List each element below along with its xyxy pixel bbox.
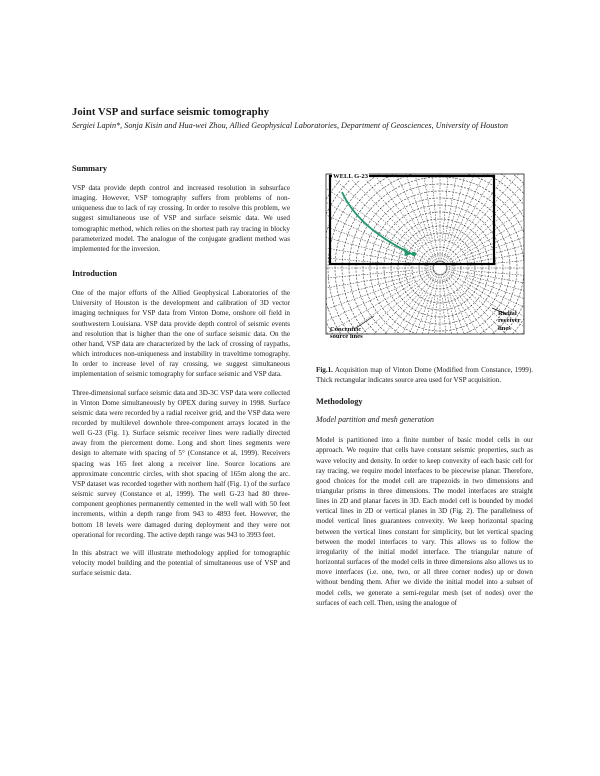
- introduction-paragraph-3: In this abstract we will illustrate methodology applied for tomographic velocity model building and the potential of simultaneous use of VSP and surface seismic data.: [72, 548, 290, 578]
- left-column: [72, 164, 290, 578]
- radial-label-line-1: Radial: [498, 310, 517, 317]
- radial-receiver-line: [445, 193, 534, 265]
- radial-receiver-line: [446, 270, 534, 319]
- summary-paragraph: VSP data provide depth control and increased resolution in subsurface imaging. However, VSP tomography suffers from problems of non-uniqueness due to lack of ray crossing. In order to resolve this problem, we suggest simultaneous use of VSP and surface seismic data. We used tomographic method, which relies on the shortest path ray tracing in blocky parameterized model. The analogue of the conjugate gradient method was implemented for the inversion.: [72, 184, 290, 253]
- figure-1-acquisition-map: [316, 168, 534, 350]
- concentric-source-lines-label: [330, 326, 363, 341]
- figure-1-caption-text: Acquisition map of Vinton Dome (Modified from Constance, 1999). Thick rectangular indicates source area used for VSP acquisition.: [316, 366, 533, 384]
- methodology-paragraph-1: Model is partitioned into a finite number of basic model cells in our approach. We require that cells have constant seismic properties, such as wave velocity and density. In order to keep convexity of each basic cell for ray tracing, we require model interfaces to be piecewise planar. Therefore, good choices for the model cell are trapezoids in two dimensions and triangular prisms in three dimensions. The model interfaces are straight lines in 2D and planar facets in 3D. Each model cell is bounded by model vertical lines in 2D or vertical planes in 3D (Fig. 2). The parallelness of model vertical lines guarantees convexity. We keep horizontal spacing between the vertical lines constant for simplicity, but let vertical spacing between the model interfaces to vary. This allows us to follow the irregularity of the initial model interface. The triangular nature of horizontal surfaces of the model cells in three dimensions also allows us to move interfaces (i.e. one, two, or all three corner nodes) up or down without bending them. After we divide the initial model into a subset of model cells, we generate a semi-regular mesh (set of nodes) over the surfaces of each cell. Then, using the analogue of: [316, 436, 533, 607]
- well-label: WELL G-23: [333, 173, 368, 180]
- concentric-source-line: [412, 240, 468, 296]
- radial-label-line-3: lines: [498, 324, 511, 332]
- radial-label-line-2: receiver: [498, 317, 521, 325]
- radial-receiver-line: [444, 168, 534, 263]
- radial-receiver-line: [448, 297, 479, 350]
- radial-receiver-line: [445, 271, 534, 343]
- radial-receiver-line: [365, 273, 437, 350]
- radial-receiver-line: [443, 298, 453, 350]
- introduction-paragraph-2: Three-dimensional surface seismic data and 3D-3C VSP data were collected in Vinton Dome simultaneously by OPEX during survey in 1998. Surface seismic data were recorded by a radial receiver grid, and the VSP data were recorded by multilevel downhole three-component arrays located in the well G-23 (Fig. 1). Surface seismic receiver lines were radially directed away from the piercement dome. Long and short lines segments were design to alternate with spacing of 5° (Constance et al, 1999). Receivers spacing was 165 feet along a receiver line. Source locations are approximate concentric circles, with shot spacing of 165m along the arc. VSP dataset was recorded together with northern half (Fig. 1) of the surface seismic survey (Constance et al, 1999). The well G-23 had 80 three-component geophones permanently cemented in the well wall with 50 feet increments, within a depth range from 943 to 4893 feet. However, the bottom 18 levels were damaged during deployment and they were not operational for recording. The active depth range was 943 to 3993 feet.: [72, 388, 290, 539]
- radial-receiver-line: [443, 168, 515, 263]
- radial-receiver-line: [325, 172, 435, 265]
- concentric-label-line-2: source lines: [330, 333, 363, 341]
- paper-title: Joint VSP and surface seismic tomography: [72, 107, 270, 118]
- figure-1-caption: [316, 366, 533, 385]
- radial-receiver-lines-label: [498, 310, 521, 332]
- well-marker: [412, 252, 416, 256]
- author-line: Sergiei Lapin*, Sonja Kisin and Hua-wei Zhou, Allied Geophysical Laboratories, Department of Geosciences, University of Houston: [72, 121, 508, 130]
- summary-heading: Summary: [72, 164, 108, 173]
- radial-receiver-line: [446, 217, 534, 266]
- methodology-subheading: Model partition and mesh generation: [316, 415, 434, 425]
- introduction-paragraph-1: One of the major efforts of the Allied Geophysical Laboratories of the University of Houston is the development and calibration of 3D vector imaging techniques for VSP data from Vinton Dome, onshore oil field in southwestern Louisiana. VSP data provide depth control of seismic events and resolution that is higher than the one of surface seismic data. On the other hand, VSP data are characterized by the lack of crossing of raypaths, which introduces non-uniqueness and instability in traveltime tomography. In order to increase level of ray crossing, we suggest simultaneous implementation of seismic tomography for surface seismic and VSP data.: [72, 289, 290, 379]
- concentric-label-line-1: Concentric: [330, 326, 362, 333]
- radial-receiver-line: [316, 193, 435, 265]
- radial-receiver-line: [316, 269, 434, 294]
- radial-receiver-line: [317, 182, 415, 251]
- methodology-heading: Methodology: [316, 397, 363, 407]
- figure-1-caption-label: Fig.1.: [316, 366, 333, 374]
- radial-receiver-line: [401, 297, 432, 350]
- right-column: [316, 168, 533, 608]
- radial-receiver-line: [445, 272, 534, 350]
- radial-receiver-line: [316, 271, 410, 281]
- introduction-heading: Introduction: [72, 269, 118, 279]
- radial-receiver-line: [414, 274, 439, 350]
